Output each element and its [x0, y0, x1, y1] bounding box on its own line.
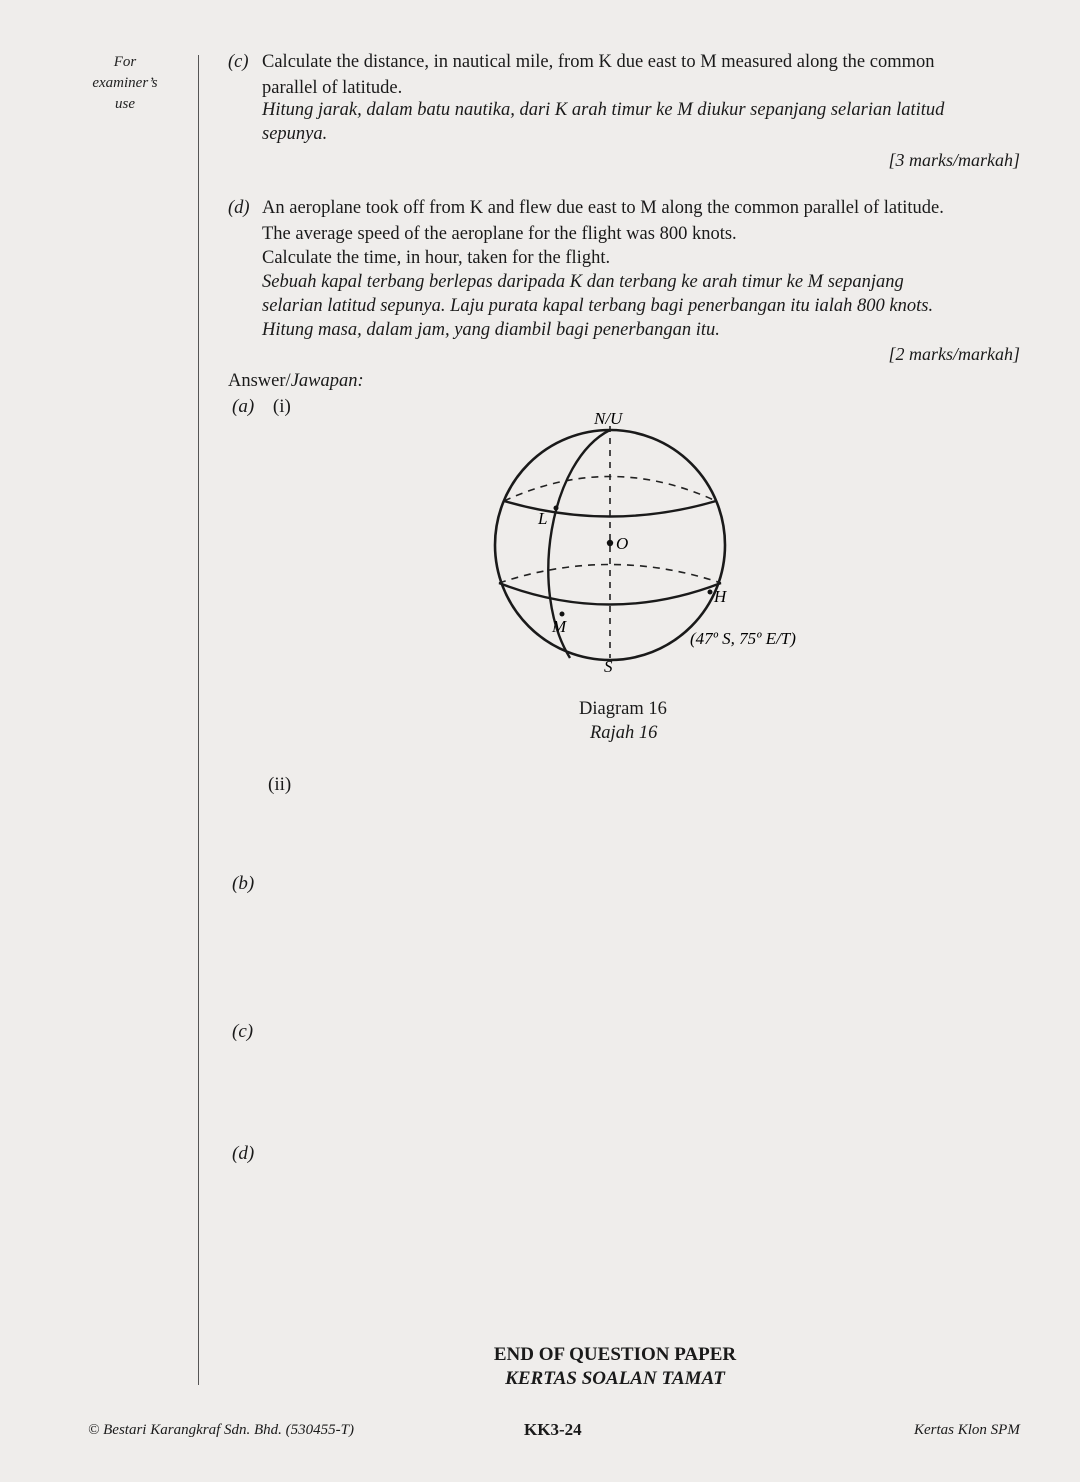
answer-part-d-label: (d) — [232, 1143, 255, 1164]
answer-part-a-i — [232, 396, 291, 418]
label-south: S — [604, 657, 613, 676]
question-d-marks: [2 marks/markah] — [888, 344, 1020, 364]
diagram-caption-ms: Rajah 16 — [590, 723, 658, 743]
point-o — [607, 540, 613, 546]
question-d-ms-line-3: Hitung masa, dalam jam, yang diambil bagi penerbangan itu. — [262, 320, 720, 340]
diagram-16-globe — [470, 400, 830, 690]
footer-series: Kertas Klon SPM — [914, 1422, 1020, 1438]
point-h — [708, 590, 713, 595]
question-c-label: (c) — [228, 52, 249, 72]
margin-divider-line — [198, 55, 199, 1385]
answer-heading — [228, 371, 364, 392]
label-o: O — [616, 534, 629, 553]
end-of-paper-ms: KERTAS SOALAN TAMAT — [505, 1368, 725, 1389]
question-c — [228, 50, 1028, 170]
point-m — [560, 612, 565, 617]
footer-page-code: KK3-24 — [524, 1420, 582, 1439]
question-d-en-line-2: The average speed of the aeroplane for the flight was 800 knots. — [262, 224, 737, 244]
question-d-en-line-3: Calculate the time, in hour, taken for the flight. — [262, 248, 611, 268]
margin-note-line-3: use — [115, 96, 135, 112]
diagram-caption-en: Diagram 16 — [579, 699, 667, 719]
question-c-marks: [3 marks/markah] — [888, 150, 1020, 170]
question-c-ms-line-2: sepunya. — [262, 124, 328, 144]
question-c-en-line-1: Calculate the distance, in nautical mile, from K due east to M measured along the common — [262, 52, 935, 72]
answer-part-a-label: (a) — [232, 396, 255, 417]
label-l: L — [538, 509, 548, 528]
label-h-coordinates: (47º S, 75º E/T) — [690, 629, 796, 648]
question-d-ms-line-1: Sebuah kapal terbang berlepas daripada K dan terbang ke arah timur ke M sepanjang — [262, 272, 904, 292]
question-d-en-line-1: An aeroplane took off from K and flew due east to M along the common parallel of latitude. — [262, 198, 944, 218]
question-d — [228, 196, 1028, 371]
answer-heading-ms: Jawapan: — [290, 371, 364, 391]
answer-part-b-label: (b) — [232, 873, 255, 894]
footer-copyright: © Bestari Karangkraf Sdn. Bhd. (530455-T) — [88, 1422, 354, 1438]
answer-part-a-ii-label: (ii) — [268, 774, 292, 795]
margin-note-line-2: examiner’s — [92, 75, 158, 91]
question-c-en-line-2: parallel of latitude. — [262, 78, 403, 98]
label-north: N/U — [594, 409, 623, 428]
answer-part-c-label: (c) — [232, 1021, 254, 1042]
question-c-ms-line-1: Hitung jarak, dalam batu nautika, dari K arah timur ke M diukur sepanjang selarian latitud — [262, 100, 945, 120]
answer-heading-en: Answer/ — [228, 371, 291, 391]
question-d-label: (d) — [228, 198, 250, 218]
margin-note-line-1: For — [113, 54, 137, 70]
label-m: M — [552, 617, 567, 636]
label-h: H — [714, 587, 727, 606]
question-d-ms-line-2: selarian latitud sepunya. Laju purata kapal terbang bagi penerbangan itu ialah 800 knots. — [262, 296, 934, 316]
answer-part-a-i-label: (i) — [272, 396, 291, 417]
end-of-paper-en: END OF QUESTION PAPER — [493, 1344, 737, 1365]
examiner-margin-note — [70, 52, 180, 115]
point-l — [554, 506, 559, 511]
